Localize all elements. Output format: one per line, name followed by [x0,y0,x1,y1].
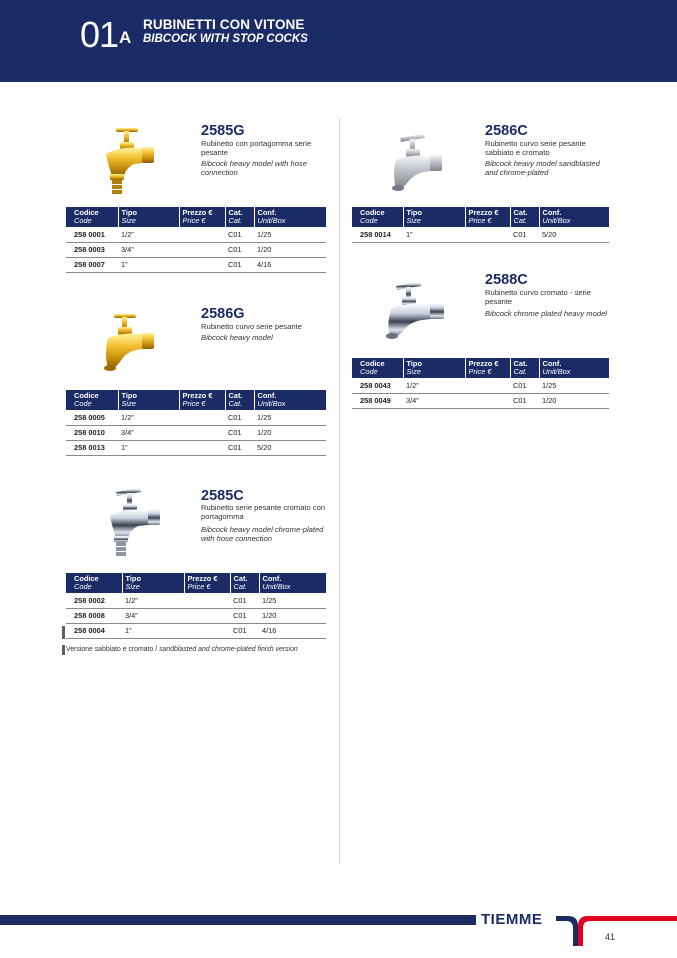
product-description-en: Bibcock heavy model sandblasted and chrome-plated [485,159,600,178]
product-code: 2585C [201,488,244,504]
faucet-2586g-image [94,308,160,376]
table-row: 258 0013 1” C01 5/20 [66,440,326,455]
col-cat-header: Cat. Cat. [225,207,254,227]
product-table-2586g [66,390,326,456]
column-divider [339,118,340,864]
col-price-header: Prezzo € Price € [465,207,510,227]
product-table-2585c [66,573,326,639]
col-unit-header: Conf. Unit/Box [259,573,326,593]
table-header-row [66,207,326,227]
product-description-it: Rubinetto con portagomma serie pesante [201,139,312,158]
table-row: 258 0007 1” C01 4/16 [66,257,326,272]
table-header-row [352,358,609,378]
table-header-row [66,390,326,410]
col-size-header: Tipo Size [403,358,465,378]
col-price-header: Prezzo € Price € [179,207,225,227]
section-letter: A [119,28,132,47]
col-price-header: Prezzo € Price € [184,573,230,593]
section-title: RUBINETTI CON VITONE [143,17,305,32]
brand-logo: TIEMME [481,911,543,928]
footer-bar [0,915,476,925]
col-code-header: Codice Code [66,390,118,410]
product-description-en: Bibcock heavy model with hose connection [201,159,307,178]
finish-marker [62,626,65,639]
faucet-2586c-image [384,130,450,196]
product-description-it: Rubinetto serie pesante cromato con portagomma [201,503,326,522]
table-row: 258 0014 1” C01 5/20 [352,227,609,242]
table-header-row [66,573,326,593]
product-table-2588c [352,358,609,409]
product-description-it: Rubinetto curvo serie pesante sabbiato e cromato [485,139,586,158]
table-row: 258 0001 1/2” C01 1/25 [66,227,326,242]
product-code: 2586C [485,123,528,139]
col-cat-header: Cat. Cat. [510,207,539,227]
product-description-en: Bibcock heavy model chrome-plated with hose connection [201,525,324,544]
col-unit-header: Conf. Unit/Box [539,358,609,378]
product-table-2585g [66,207,326,273]
product-description-en: Bibcock chrome plated heavy model [485,309,607,318]
note-marker [62,645,65,655]
col-code-header: Codice Code [352,358,403,378]
col-cat-header: Cat. Cat. [510,358,539,378]
col-code-header: Codice Code [66,207,118,227]
product-table-2586c [352,207,609,243]
table-row: 258 0010 3/4” C01 1/20 [66,425,326,440]
product-code: 2586G [201,306,245,322]
table-row: 258 0043 1/2” C01 1/25 [352,378,609,393]
col-size-header: Tipo Size [118,390,179,410]
col-size-header: Tipo Size [118,207,179,227]
page-header [0,0,677,82]
col-cat-header: Cat. Cat. [225,390,254,410]
col-code-header: Codice Code [352,207,403,227]
product-code: 2585G [201,123,245,139]
table-row: 258 0004 1” C01 4/16 [66,623,326,638]
table-row: 258 0003 3/4” C01 1/20 [66,242,326,257]
faucet-2585g-image [90,122,160,198]
col-cat-header: Cat. Cat. [230,573,259,593]
faucet-2588c-image [380,278,452,346]
product-description-it: Rubinetto curvo serie pesante [201,322,302,331]
finish-note: Versione sabbiato e cromato / sandblasted and chrome-plated finish version [66,646,298,653]
product-description-it: Rubinetto curvo cromato - serie pesante [485,288,591,307]
col-code-header: Codice Code [66,573,122,593]
brand-swoosh-icon [556,910,677,946]
product-code: 2588C [485,272,528,288]
col-unit-header: Conf. Unit/Box [254,390,326,410]
col-unit-header: Conf. Unit/Box [539,207,609,227]
section-subtitle: BIBCOCK WITH STOP COCKS [143,33,308,45]
page-number: 41 [605,932,616,942]
section-number: 01 [80,14,119,55]
col-size-header: Tipo Size [122,573,184,593]
faucet-2585c-image [96,484,166,560]
col-unit-header: Conf. Unit/Box [254,207,326,227]
table-row: 258 0002 1/2” C01 1/25 [66,593,326,608]
table-row: 258 0005 1/2” C01 1/25 [66,410,326,425]
product-description-en: Bibcock heavy model [201,333,273,342]
table-row: 258 0049 3/4” C01 1/20 [352,393,609,408]
table-row: 258 0008 3/4” C01 1/20 [66,608,326,623]
col-size-header: Tipo Size [403,207,465,227]
table-header-row [352,207,609,227]
col-price-header: Prezzo € Price € [465,358,510,378]
col-price-header: Prezzo € Price € [179,390,225,410]
